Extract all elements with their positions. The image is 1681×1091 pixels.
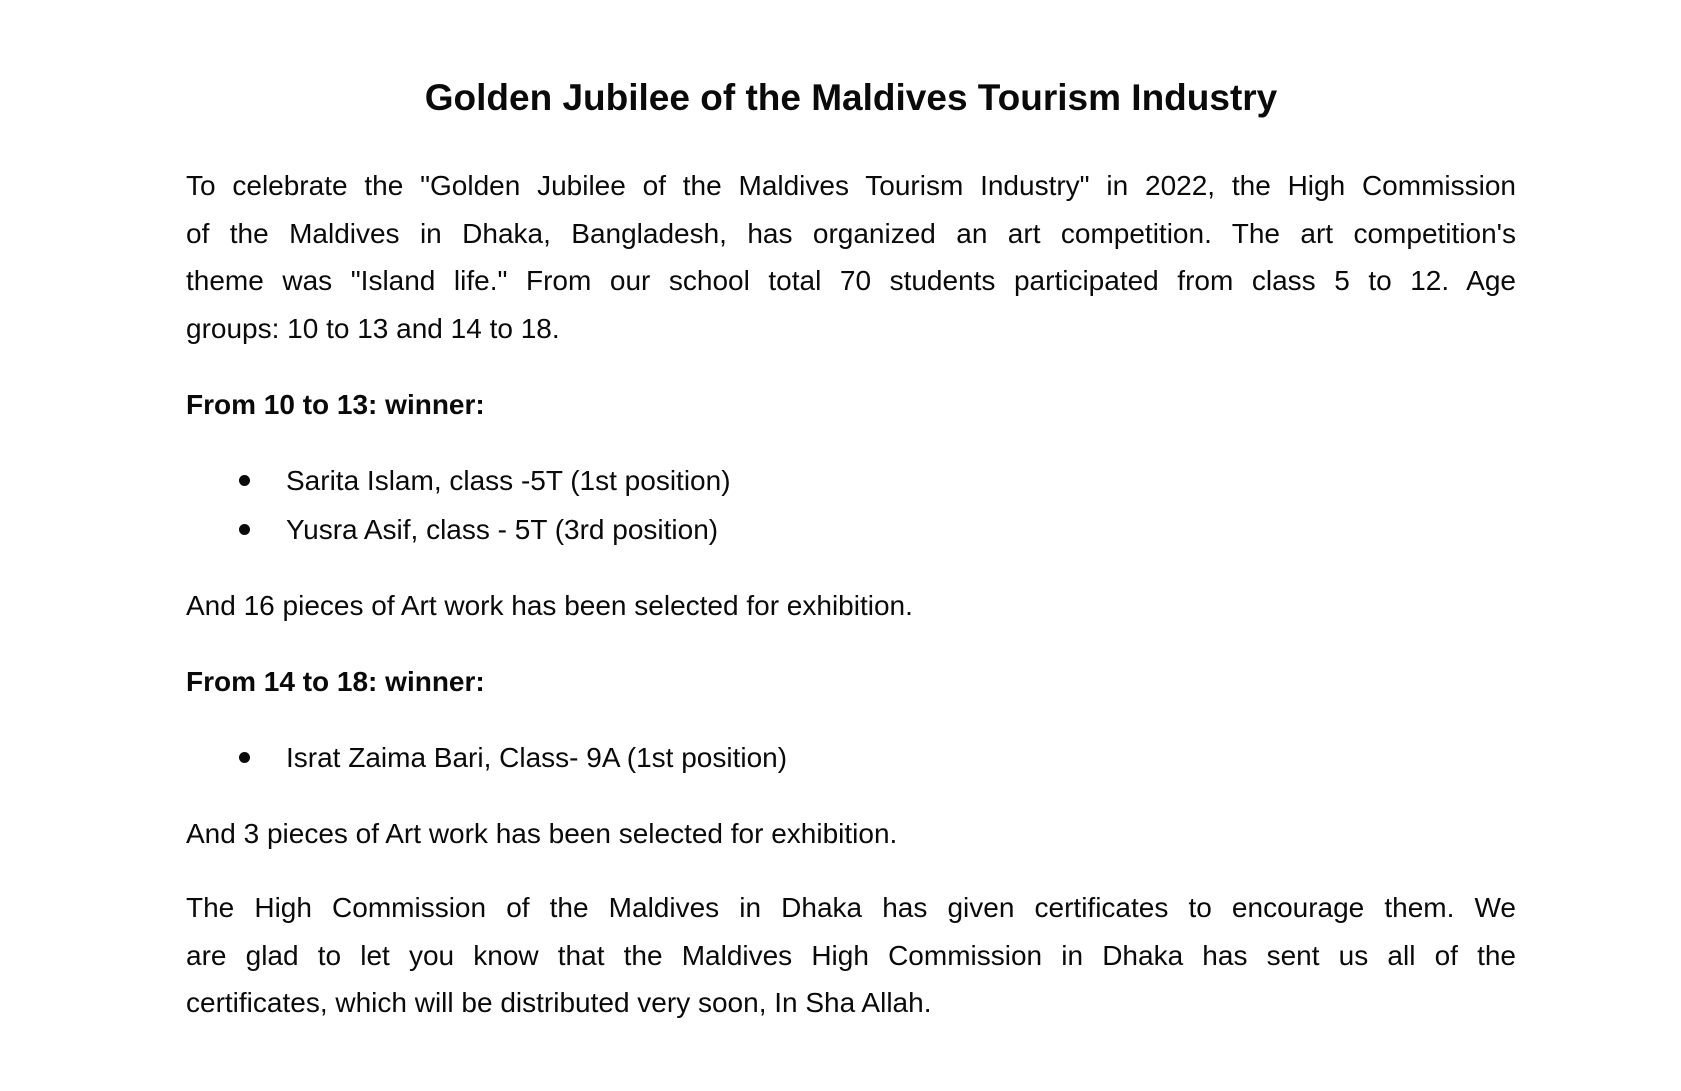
- group1-winner-list: [186, 461, 1516, 559]
- closing-paragraph: [186, 884, 1516, 1027]
- intro-line: To celebrate the "Golden Jubilee of the Maldives Tourism Industry" in 2022, the High Commission: [186, 170, 1516, 201]
- group1-exhibition-text: And 16 pieces of Art work has been selected for exhibition.: [186, 590, 913, 621]
- group2-exhibition-text: And 3 pieces of Art work has been selected for exhibition.: [186, 818, 898, 849]
- winner-entry: Israt Zaima Bari, Class- 9A (1st position): [286, 742, 788, 773]
- list-item: [186, 510, 1516, 559]
- winner-entry: Sarita Islam, class -5T (1st position): [286, 465, 731, 496]
- closing-line: The High Commission of the Maldives in Dhaka has given certificates to encourage them. We: [186, 892, 1516, 923]
- group2-heading: From 14 to 18: winner:: [186, 666, 485, 697]
- closing-line: certificates, which will be distributed very soon, In Sha Allah.: [186, 987, 932, 1018]
- closing-line: are glad to let you know that the Maldives High Commission in Dhaka has sent us all of the: [186, 939, 1516, 971]
- intro-line: of the Maldives in Dhaka, Bangladesh, has organized an art competition. The art competition's: [186, 217, 1516, 249]
- winner-entry: Yusra Asif, class - 5T (3rd position): [286, 514, 719, 545]
- bullet-icon: [239, 524, 250, 535]
- list-item: [186, 738, 1516, 787]
- intro-paragraph: [186, 162, 1516, 352]
- bullet-icon: [239, 475, 250, 486]
- group1-heading: From 10 to 13: winner:: [186, 389, 485, 420]
- document-title: Golden Jubilee of the Maldives Tourism Industry: [424, 77, 1278, 118]
- intro-line: theme was "Island life." From our school total 70 students participated from class 5 to 12. Age: [186, 265, 1516, 296]
- group2-winner-list: [186, 738, 1516, 787]
- bullet-icon: [239, 752, 250, 763]
- list-item: [186, 461, 1516, 510]
- intro-line: groups: 10 to 13 and 14 to 18.: [186, 312, 560, 344]
